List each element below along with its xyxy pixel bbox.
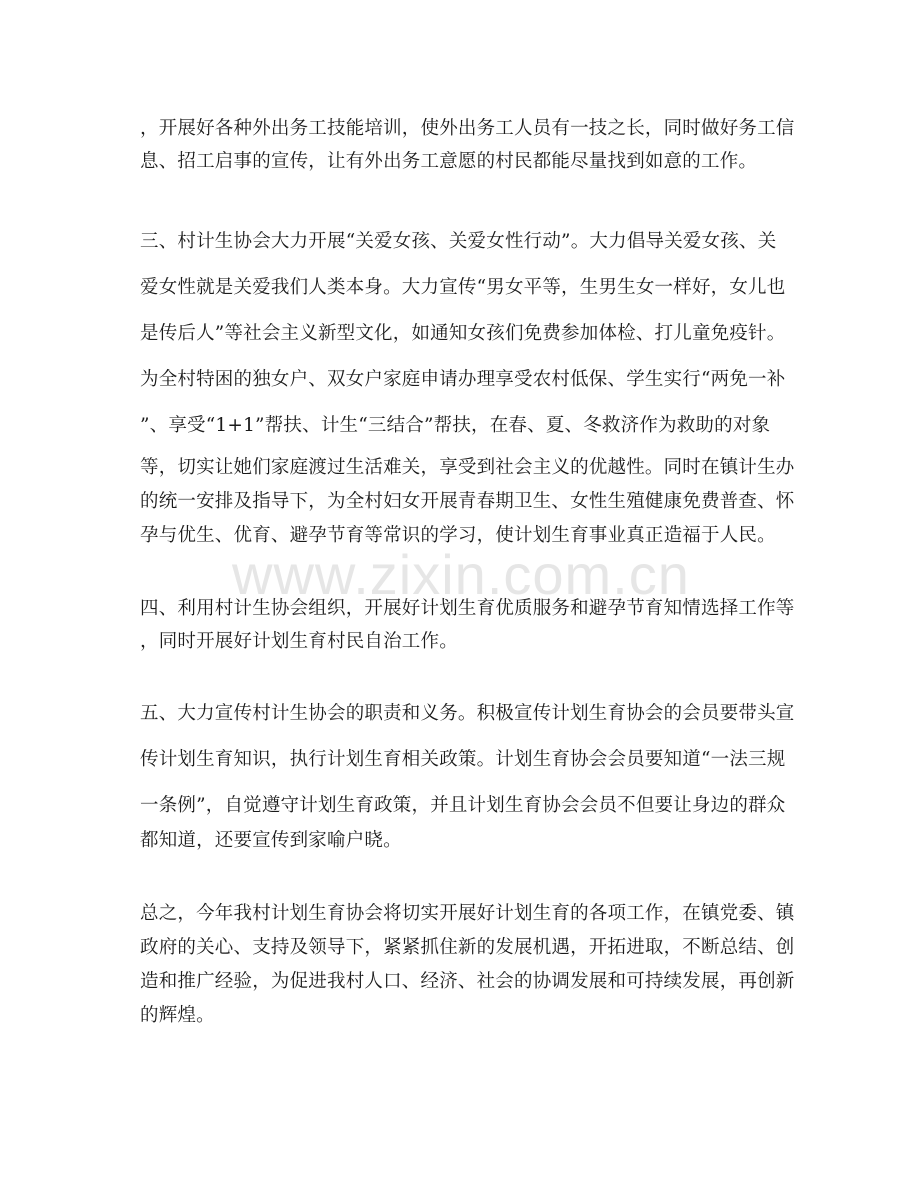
paragraph-2-line-3: 是传后人”等社会主义新型文化，如通知女孩们免费参加体检、打儿童免疫针。 — [140, 323, 786, 344]
paragraph-5-line-4: 的辉煌。 — [140, 1005, 215, 1026]
paragraph-4-line-1: 五、大力宣传村计生协会的职责和义务。积极宣传计划生育协会的会员要带头宣 — [140, 703, 795, 724]
paragraph-2-line-2: 爱女性就是关爱我们人类本身。大力宣传“男女平等，生男生女一样好，女儿也 — [140, 277, 786, 298]
paragraph-1-line-2: 息、招工启事的宣传，让有外出务工意愿的村民都能尽量找到如意的工作。 — [140, 151, 758, 172]
paragraph-2-line-1: 三、村计生协会大力开展“关爱女孩、关爱女性行动”。大力倡导关爱女孩、关 — [140, 231, 777, 252]
paragraph-2-line-8: 孕与优生、优育、避孕节育等常识的学习，使计划生育事业真正造福于人民。 — [140, 525, 776, 546]
paragraph-2-line-4: 为全村特困的独女户、双女户家庭申请办理享受农村低保、学生实行“两免一补 — [140, 369, 786, 390]
paragraph-5-line-2: 政府的关心、支持及领导下，紧紧抓住新的发展机遇，开拓进取，不断总结、创 — [140, 937, 795, 958]
paragraph-3-line-1: 四、利用村计生协会组织，开展好计划生育优质服务和避孕节育知情选择工作等 — [140, 598, 795, 619]
paragraph-4-line-4: 都知道，还要宣传到家喻户晓。 — [140, 830, 402, 851]
paragraph-2-line-7: 的统一安排及指导下，为全村妇女开展青春期卫生、女性生殖健康免费普查、怀 — [140, 491, 795, 512]
paragraph-3-line-2: ，同时开展好计划生育村民自治工作。 — [140, 631, 458, 652]
paragraph-5-line-3: 造和推广经验，为促进我村人口、经济、社会的协调发展和可持续发展，再创新 — [140, 971, 795, 992]
paragraph-5-line-1: 总之，今年我村计划生育协会将切实开展好计划生育的各项工作，在镇党委、镇 — [140, 903, 795, 924]
watermark: www.zixin.com.cn — [232, 543, 690, 606]
paragraph-2-line-5: ”、享受“1+1”帮扶、计生“三结合”帮扶，在春、夏、冬救济作为救助的对象 — [140, 415, 771, 436]
paragraph-4-line-2: 传计划生育知识，执行计划生育相关政策。计划生育协会会员要知道“一法三规 — [140, 749, 786, 770]
paragraph-1-line-1: ，开展好各种外出务工技能培训，使外出务工人员有一技之长，同时做好务工信 — [140, 118, 795, 139]
paragraph-4-line-3: 一条例”，自觉遵守计划生育政策，并且计划生育协会会员不但要让身边的群众 — [140, 795, 786, 816]
paragraph-2-line-6: 等，切实让她们家庭渡过生活难关，享受到社会主义的优越性。同时在镇计生办 — [140, 457, 795, 478]
